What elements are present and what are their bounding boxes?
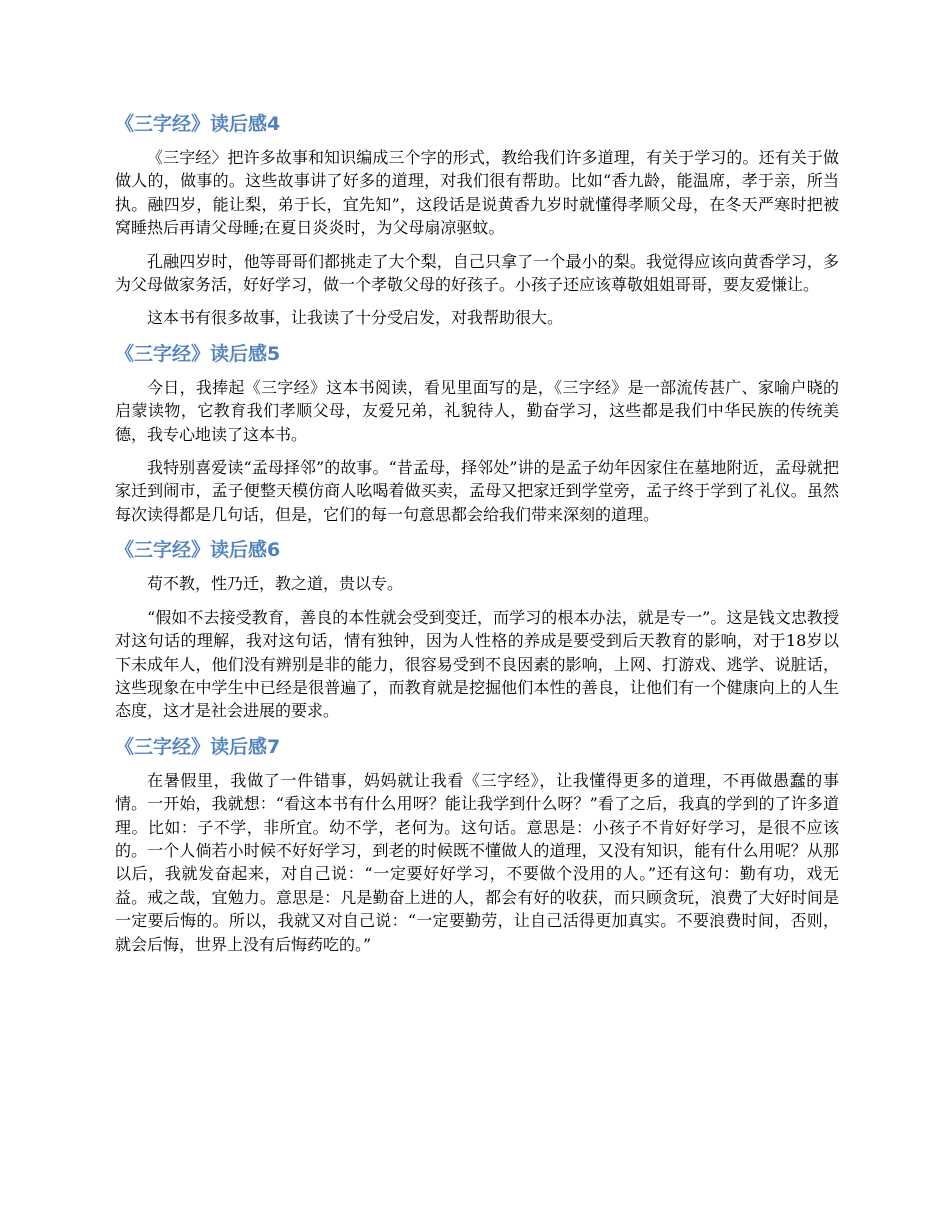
section-heading: 《三字经》读后感5 <box>115 342 281 365</box>
paragraph: 孔融四岁时，他等哥哥们都挑走了大个梨，自己只拿了一个最小的梨。我觉得应该向黄香学习，多为父母做家务活，好好学习，做一个孝敬父母的好孩子。小孩子还应该尊敬姐姐哥哥，要友爱慊让。 <box>115 251 839 295</box>
paragraph: 《三字经〉把许多故事和知识编成三个字的形式，教给我们许多道理，有关于学习的。还有关于做做人的，做事的。这些故事讲了好多的道理，对我们很有帮助。比如“香九龄，能温席，孝于亲，所当执。融四岁，能让梨，弟于长，宜先知”，这段话是说黄香九岁时就懂得孝顺父母，在冬天严寒时把被窝睡热后再请父母睡;在夏日炎炎时，为父母扇凉驱蚊。 <box>115 148 839 238</box>
essay-section-4 <box>115 110 839 330</box>
paragraph: 在暑假里，我做了一件错事，妈妈就让我看《三字经》，让我懂得更多的道理，不再做愚蠢的事情。一开始，我就想：“看这本书有什么用呀？能让我学到什么呀？”看了之后，我真的学到的了许多道理。比如：子不学，非所宜。幼不学，老何为。这句话。意思是：小孩子不肯好好学习，是很不应该的。一个人倘若小时候不好好学习，到老的时候既不懂做人的道理，又没有知识，能有什么用呢？从那以后，我就发奋起来，对自己说：“一定要好好学习，不要做个没用的人。”还有这句：勤有功，戏无益。戒之哉，宜勉力。意思是：凡是勤奋上进的人，都会有好的收获，而只顾贪玩，浪费了大好时间是一定要后悔的。所以，我就又对自己说：“一定要勤劳，让自己活得更加真实。不要浪费时间，否则，就会后悔，世界上没有后悔药吃的。” <box>115 770 839 954</box>
essay-section-7 <box>115 733 839 956</box>
paragraph: 我特别喜爱读“孟母择邻”的故事。“昔孟母，择邻处”讲的是孟子幼年因家住在墓地附近，孟母就把家迁到闹市，孟子便整天模仿商人吆喝着做买卖，孟母又把家迁到学堂旁，孟子终于学到了礼仪。虽然每次读得都是几句话，但是，它们的每一句意思都会给我们带来深刻的道理。 <box>115 458 839 524</box>
document-body <box>115 110 839 966</box>
section-heading: 《三字经》读后感4 <box>115 113 281 135</box>
essay-section-6 <box>115 536 839 722</box>
essay-section-5 <box>115 340 839 526</box>
section-heading: 《三字经》读后感6 <box>115 539 281 562</box>
paragraph: 这本书有很多故事，让我读了十分受启发，对我帮助很大。 <box>147 308 564 328</box>
section-heading: 《三字经》读后感7 <box>115 735 281 758</box>
paragraph: 苟不教，性乃迁，教之道，贵以专。 <box>147 574 404 594</box>
paragraph: “假如不去接受教育，善良的本性就会受到变迁，而学习的根本办法，就是专一”。这是钱文忠教授对这句话的理解，我对这句话，情有独钟，因为人性格的养成是要受到后天教育的影响，对于18岁以下未成年人，他们没有辨别是非的能力，很容易受到不良因素的影响，上网、打游戏、逃学、说脏话，这些现象在中学生中已经是很普遍了，而教育就是挖掘他们本性的善良，让他们有一个健康向上的人生态度，这才是社会进展的要求。 <box>115 607 839 721</box>
paragraph: 今日，我捧起《三字经》这本书阅读，看见里面写的是，《三字经》是一部流传甚广、家喻户晓的启蒙读物，它教育我们孝顺父母，友爱兄弟，礼貌待人，勤奋学习，这些都是我们中华民族的传统美德，我专心地读了这本书。 <box>115 377 839 444</box>
